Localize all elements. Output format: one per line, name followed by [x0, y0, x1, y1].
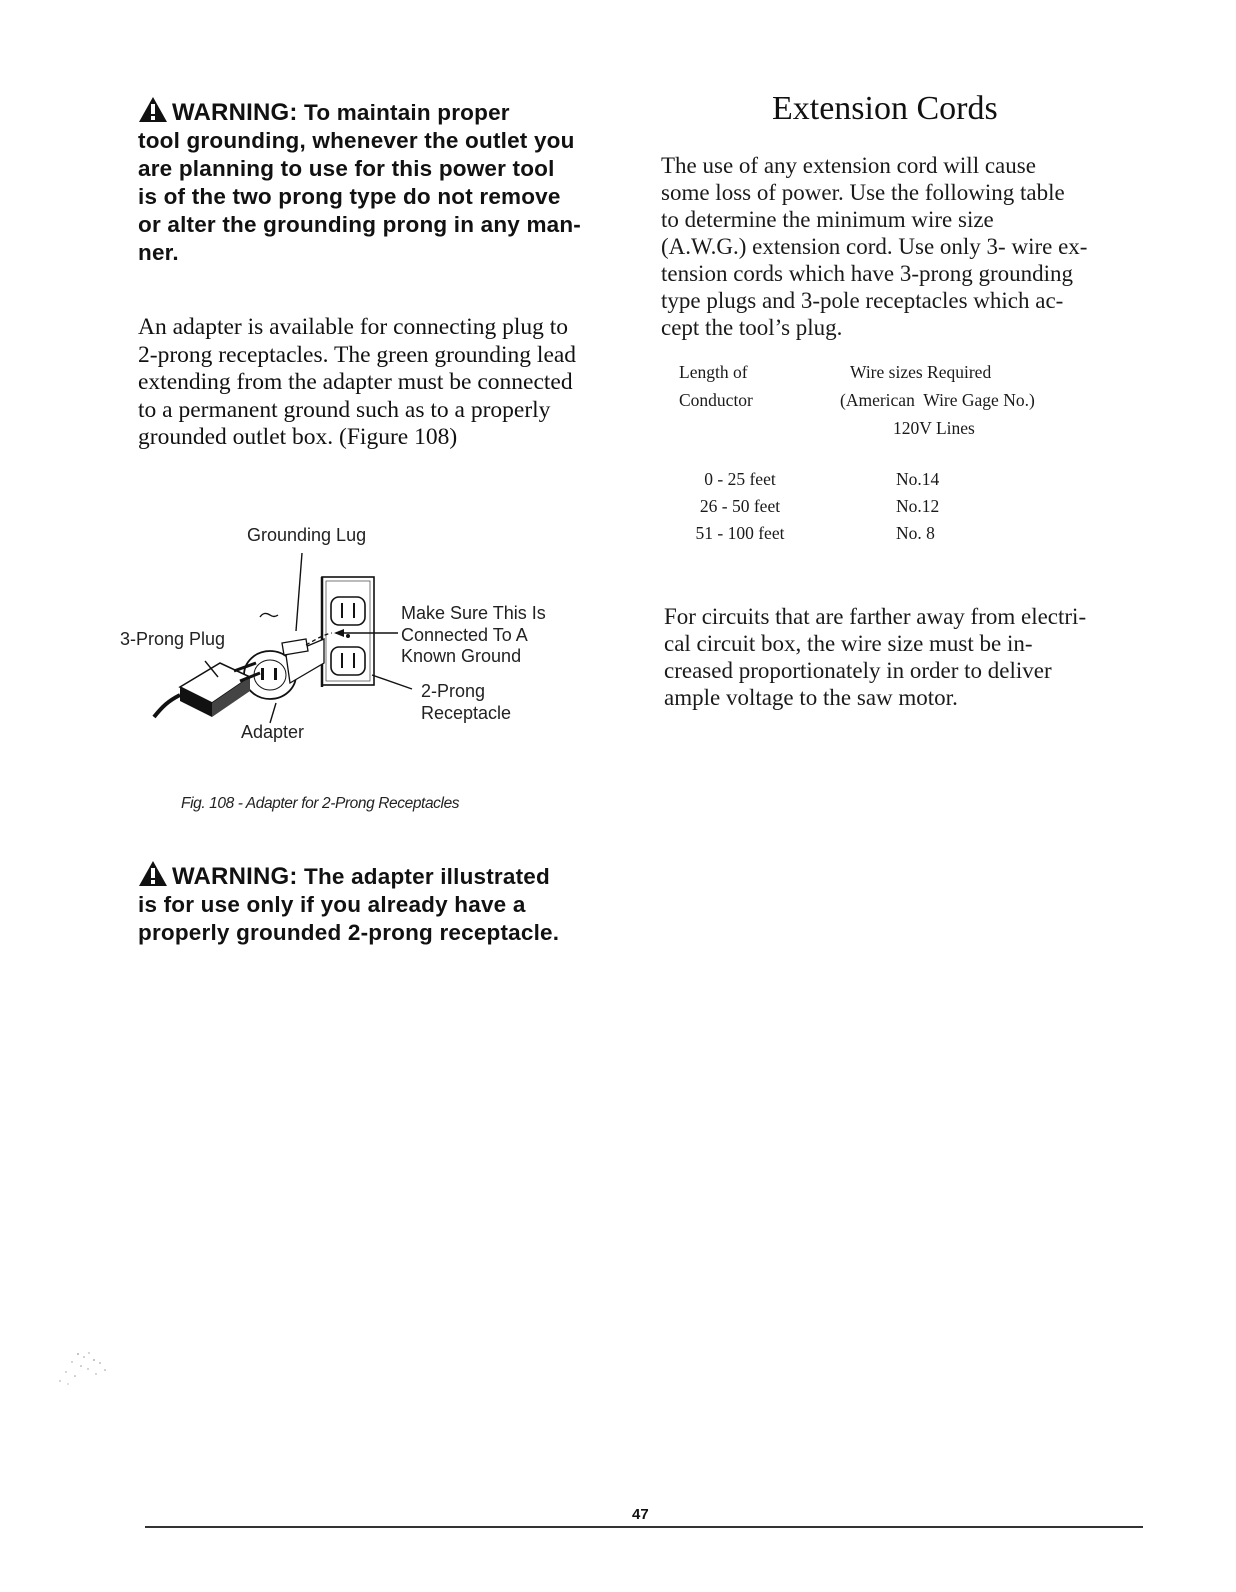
label-line: Make Sure This Is — [401, 603, 546, 623]
paragraph-line: to determine the minimum wire size — [661, 207, 994, 232]
label-line: Connected To A — [401, 624, 528, 645]
warning-line: ner. — [138, 240, 179, 265]
header-line: (American Wire Gage No.) — [840, 390, 1035, 410]
paragraph-line: 2-prong receptacles. The green grounding lead — [138, 341, 577, 368]
header-line: Conductor — [679, 390, 753, 410]
cell-length: 51 - 100 feet — [695, 523, 785, 543]
warning-line: is for use only if you already have a — [138, 892, 526, 917]
table-row — [670, 523, 1110, 549]
cell-gauge: No. 8 — [896, 523, 935, 543]
header-line: 120V Lines — [893, 418, 975, 438]
warning-triangle-icon — [138, 96, 168, 123]
paragraph-line: grounded outlet box. (Figure 108) — [138, 424, 458, 450]
paragraph-line: For circuits that are farther away from electri- — [664, 604, 1087, 629]
adapter-paragraph — [138, 314, 628, 452]
warning-block-grounding — [138, 96, 618, 267]
warning-triangle-icon — [138, 860, 168, 887]
warning-line: is of the two prong type do not remove — [138, 184, 561, 209]
header-line: Wire sizes Required — [850, 362, 992, 382]
label-line: Receptacle — [421, 702, 512, 723]
warning-keyword: WARNING: — [172, 863, 298, 890]
cell-gauge: No.14 — [896, 469, 940, 489]
table-row — [670, 469, 1110, 495]
label-line: Known Ground — [401, 646, 522, 666]
paragraph-line: An adapter is available for connecting plug to — [138, 314, 569, 340]
cell-length: 26 - 50 feet — [699, 496, 781, 516]
paragraph-line: creased proportionately in order to deliver — [664, 658, 1052, 683]
label-make-sure — [401, 603, 546, 668]
warning-line: tool grounding, whenever the outlet you — [138, 128, 575, 153]
warning-text: The adapter illustrated — [297, 864, 550, 889]
label-line: 2-Prong — [421, 681, 486, 701]
label-3-prong-plug: 3-Prong Plug — [120, 629, 226, 649]
paragraph-line: cept the tool’s plug. — [661, 315, 843, 340]
intro-paragraph — [661, 152, 1141, 341]
header-line: Length of — [679, 362, 748, 382]
paragraph-line: type plugs and 3-pole receptacles which ac- — [661, 288, 1064, 313]
paragraph-line: (A.W.G.) extension cord. Use only 3- wire ex- — [661, 234, 1088, 259]
page-title: Extension Cords — [772, 90, 998, 127]
footer-rule — [145, 1526, 1143, 1528]
paragraph-line: tension cords which have 3-prong grounding — [661, 261, 1074, 286]
figure-108 — [110, 515, 580, 745]
label-adapter: Adapter — [241, 722, 305, 742]
warning-line: or alter the grounding prong in any man- — [138, 212, 582, 237]
paragraph-line: extending from the adapter must be connected — [138, 369, 573, 395]
warning-keyword: WARNING: — [172, 99, 298, 126]
warning-line: are planning to use for this power tool — [138, 156, 555, 181]
warning-text: To maintain proper — [297, 100, 510, 125]
table-header-wire-sizes — [840, 358, 1090, 442]
cell-length: 0 - 25 feet — [704, 469, 776, 489]
scan-speckle — [48, 1348, 118, 1388]
cell-gauge: No.12 — [896, 496, 940, 516]
label-grounding-lug: Grounding Lug — [247, 525, 367, 545]
warning-block-adapter — [138, 860, 618, 947]
page-number: 47 — [632, 1506, 649, 1523]
label-2-prong-receptacle — [421, 681, 511, 724]
warning-line-1 — [138, 96, 618, 127]
table-header-length — [679, 358, 753, 414]
circuits-paragraph — [664, 603, 1144, 711]
paragraph-line: some loss of power. Use the following table — [661, 180, 1065, 205]
paragraph-line: ample voltage to the saw motor. — [664, 685, 958, 710]
paragraph-line: The use of any extension cord will cause — [661, 153, 1036, 178]
figure-caption: Fig. 108 - Adapter for 2-Prong Receptacles — [181, 795, 460, 812]
warning-line-1 — [138, 860, 618, 891]
table-row — [670, 496, 1110, 522]
paragraph-line: cal circuit box, the wire size must be in- — [664, 631, 1033, 656]
warning-line: properly grounded 2-prong receptacle. — [138, 920, 560, 945]
paragraph-line: to a permanent ground such as to a properly — [138, 396, 551, 423]
